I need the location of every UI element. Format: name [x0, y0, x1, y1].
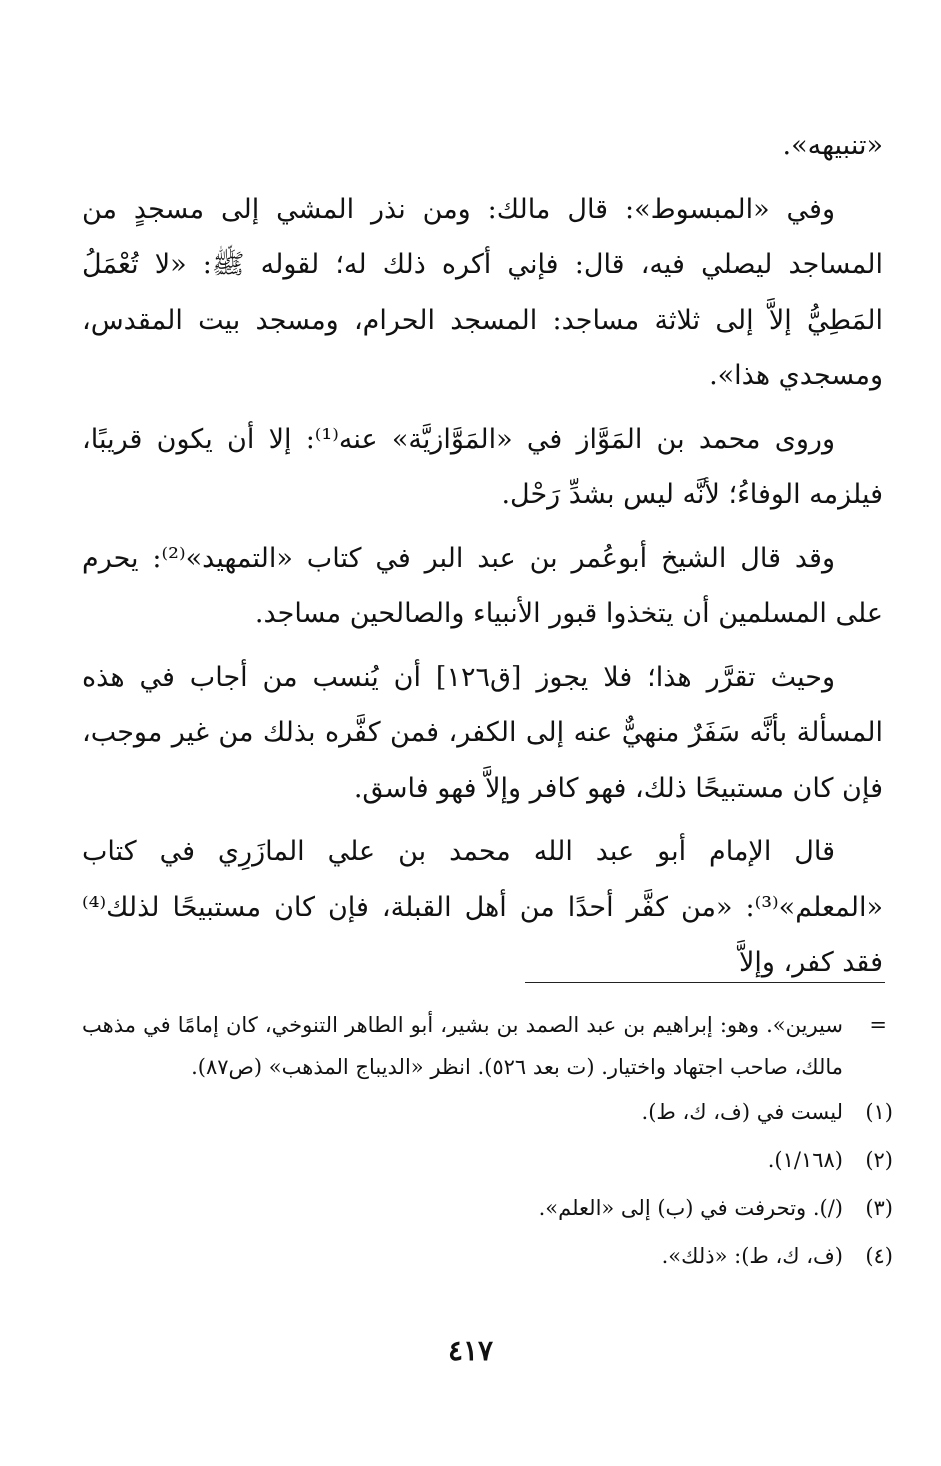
footnote-separator [525, 982, 885, 983]
paragraph-mabsut: وفي «المبسوط»: قال مالك: ومن نذر المشي إلى مسجدٍ من المساجد ليصلي فيه، قال: فإني أكره ذلك له؛ لقوله ﷺ: «لا تُعْمَلُ المَطِيُّ إلاَّ إلى ثلاثة مساجد: المسجد الحرام، ومسجد بيت المقدس، ومسجدي هذا». [82, 193, 883, 391]
footnote-item [82, 1091, 893, 1133]
footnote-number: (١) [865, 1100, 893, 1124]
paragraph-tahrir: وحيث تقرَّر هذا؛ فلا يجوز [ق١٢٦] أن يُنسب من أجاب في هذه المسألة بأنَّه سَفَرٌ منهيٌّ عنه إلى الكفر، فمن كفَّره بذلك من غير موجب، فإن كان مستبيحًا ذلك، فهو كافر وإلاَّ فهو فاسق. [82, 661, 883, 804]
footnote-number: (٣) [865, 1196, 893, 1220]
footnote-number: (٢) [865, 1148, 893, 1172]
paragraph-maziri: قال الإمام أبو عبد الله محمد بن علي المازَرِي في كتاب «المعلم»⁽³⁾: «من كفَّر أحدًا من أهل القبلة، فإن كان مستبيحًا لذلك⁽⁴⁾ فقد كفر، وإلاَّ [82, 836, 883, 978]
continuation-mark: = [869, 1013, 887, 1037]
footnote-text: (١/١٦٨). [767, 1148, 843, 1172]
footnote-item [82, 1235, 893, 1277]
footnote-continuation [82, 1004, 893, 1088]
footnotes [82, 1004, 893, 1283]
paragraph-continuation: «تنبيهه». [782, 130, 883, 161]
footnote-item [82, 1139, 893, 1181]
paragraph-tamhid: وقد قال الشيخ أبوعُمر بن عبد البر في كتاب «التمهيد»⁽²⁾: يحرم على المسلمين أن يتخذوا قبور الأنبياء والصالحين مساجد. [82, 542, 883, 629]
footnote-item [82, 1187, 893, 1229]
main-text [82, 118, 883, 999]
footnote-continuation-text: سيرين». وهو: إبراهيم بن عبد الصمد بن بشير، أبو الطاهر التنوخي، كان إمامًا في مذهب مالك، صاحب اجتهاد واختيار. (ت بعد ٥٢٦). انظر «الديباج المذهب» (ص٨٧). [82, 1013, 843, 1079]
footnote-text: (/). وتحرفت في (ب) إلى «العلم». [538, 1196, 843, 1220]
footnote-text: (ف، ك، ط): «ذلك». [661, 1244, 843, 1268]
footnote-number: (٤) [865, 1244, 893, 1268]
footnote-text: ليست في (ف، ك، ط). [641, 1100, 843, 1124]
page-number: ٤١٧ [447, 1334, 494, 1367]
paragraph-mawwaz: وروى محمد بن المَوَّاز في «المَوَّازيَّة» عنه⁽¹⁾: إلا أن يكون قريبًا، فيلزمه الوفاءُ؛ لأنَّه ليس بشدِّ رَحْل. [82, 423, 883, 510]
